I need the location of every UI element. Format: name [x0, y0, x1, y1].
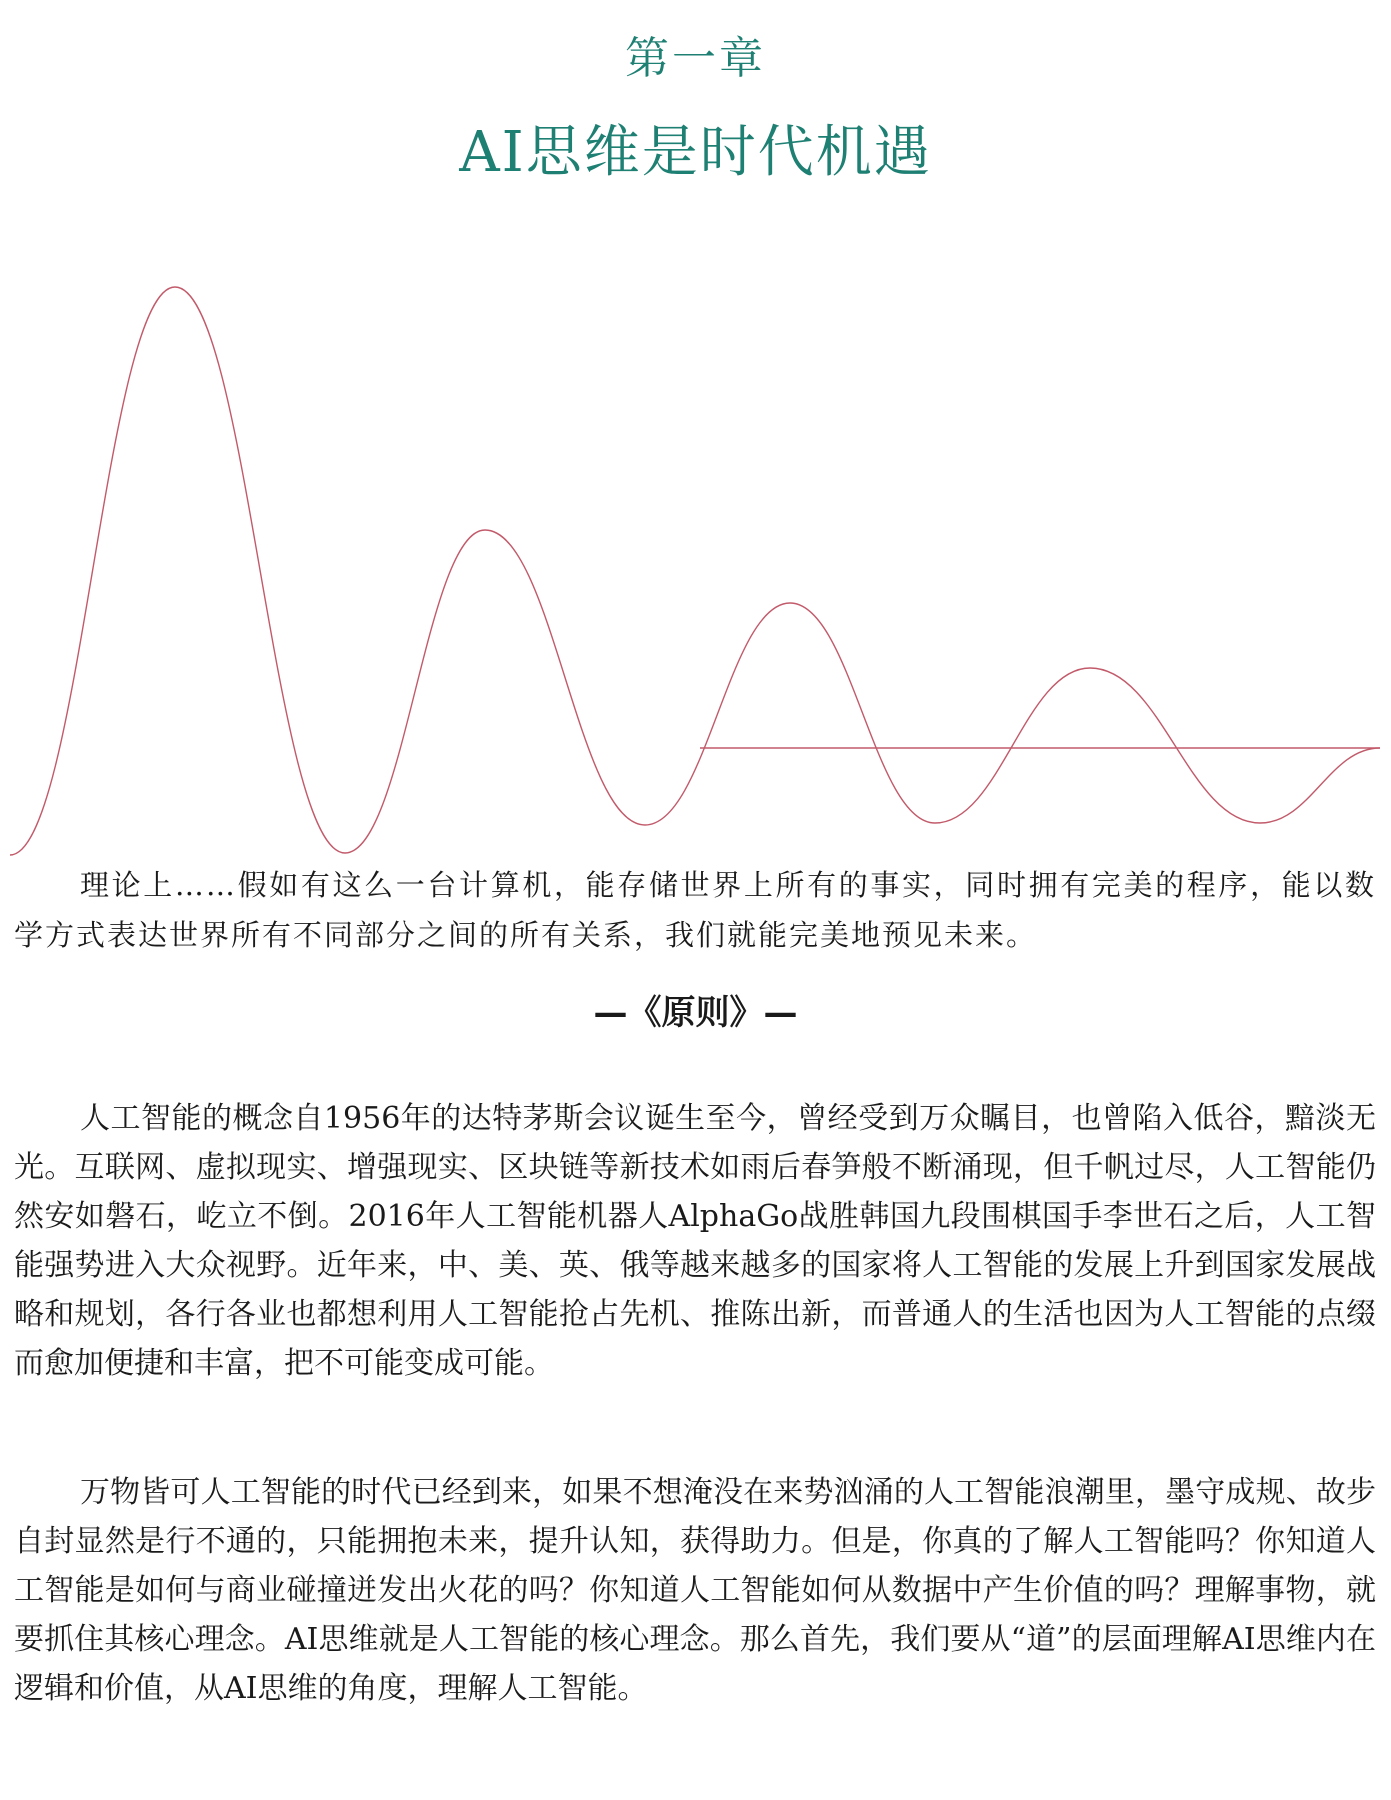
wave-curve — [10, 287, 1380, 855]
epigraph-source: —《原则》— — [593, 993, 798, 1033]
chapter-label: 第一章 — [625, 33, 766, 84]
body-paragraph-2: 万物皆可人工智能的时代已经到来，如果不想淹没在来势汹涌的人工智能浪潮里，墨守成规、故步自封显然是行不通的，只能拥抱未来，提升认知，获得助力。但是，你真的了解人工智能吗？你知道人工智能是如何与商业碰撞迸发出火花的吗？你知道人工智能如何从数据中产生价值的吗？理解事物，就要抓住其核心理念。AI思维就是人工智能的核心理念。那么首先，我们要从“道”的层面理解AI思维内在逻辑和价值，从AI思维的角度，理解人工智能。 — [14, 1475, 1376, 1706]
body-paragraph-1: 人工智能的概念自1956年的达特茅斯会议诞生至今，曾经受到万众瞩目，也曾陷入低谷，黯淡无光。互联网、虚拟现实、增强现实、区块链等新技术如雨后春笋般不断涌现，但千帆过尽，人工智能仍然安如磐石，屹立不倒。2016年人工智能机器人AlphaGo战胜韩国九段围棋国手李世石之后，人工智能强势进入大众视野。近年来，中、美、英、俄等越来越多的国家将人工智能的发展上升到国家发展战略和规划，各行各业也都想利用人工智能抢占先机、推陈出新，而普通人的生活也因为人工智能的点缀而愈加便捷和丰富，把不可能变成可能。 — [14, 1101, 1376, 1381]
chapter-title: AI思维是时代机遇 — [459, 120, 932, 185]
decorative-wave — [0, 270, 1391, 870]
epigraph-quote: 理论上……假如有这么一台计算机，能存储世界上所有的事实，同时拥有完美的程序，能以数学方式表达世界所有不同部分之间的所有关系，我们就能完美地预见未来。 — [14, 868, 1376, 952]
